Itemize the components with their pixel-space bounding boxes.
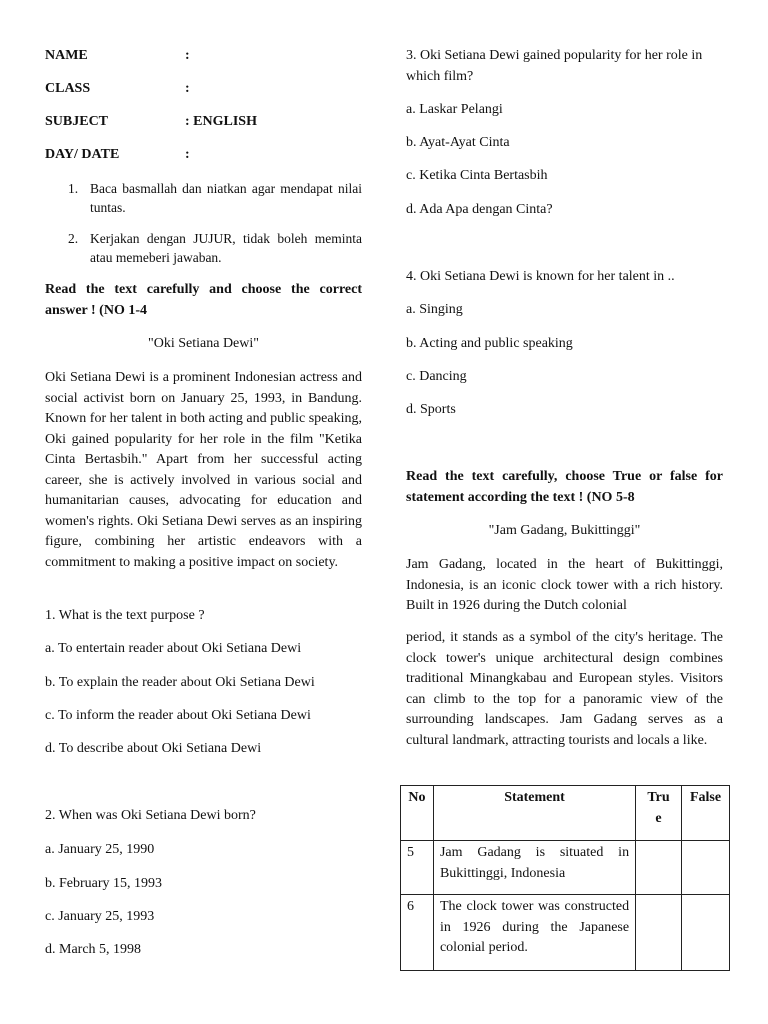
instruction-item (68, 229, 362, 267)
instruction-item (68, 179, 362, 217)
q4-option-c: c. Dancing (406, 369, 467, 384)
q4-option-d: d. Sports (406, 402, 456, 417)
table-row (401, 841, 730, 895)
q2-option-b: b. February 15, 1993 (45, 876, 163, 891)
section1-title: "Oki Setiana Dewi" (148, 336, 259, 351)
row-number: 5 (401, 841, 434, 895)
field-label-class: CLASS (45, 81, 91, 96)
q1-option-b: b. To explain the reader about Oki Setiana Dewi (45, 675, 315, 690)
question-3: 3. Oki Setiana Dewi gained popularity for her role in which film? (406, 48, 703, 84)
table-row (401, 895, 730, 971)
field-label-date: DAY/ DATE (45, 147, 120, 162)
instruction-text: Baca basmallah dan niatkan agar mendapat nilai tuntas. (90, 181, 362, 215)
false-answer-cell[interactable] (682, 841, 730, 895)
instruction-number: 1. (68, 181, 79, 196)
q1-option-a: a. To entertain reader about Oki Setiana Dewi (45, 641, 302, 656)
section1-passage: Oki Setiana Dewi is a prominent Indonesian actress and social activist born on January 25, 1993, in Bandung. Known for her talent in both acting and public speaking, Oki gained popularity for her role in the film "Ketika Cinta Bertasbih." Apart from her successful acting career, she is actively involved in various social and humanitarian causes, advocating for education and women's rights. Oki Setiana Dewi serves as an inspiring figure, combining her artistic endeavors with a commitment to making a positive impact on society. (45, 370, 362, 570)
q3-option-c: c. Ketika Cinta Bertasbih (406, 168, 548, 183)
q2-option-c: c. January 25, 1993 (45, 909, 155, 924)
table-header-row (401, 786, 730, 841)
field-value-class: : (185, 81, 190, 96)
section2-passage-part2: period, it stands as a symbol of the city's heritage. The clock tower's unique architectural design combines traditional Minangkabau and European styles. Visitors can climb to the top for a panoramic view of the surrounding landscapes. Jam Gadang serves as a cultural landmark, attracting tourists and locals a like. (406, 630, 723, 748)
q2-option-a: a. January 25, 1990 (45, 842, 155, 857)
header-false: False (682, 786, 730, 841)
question-2: 2. When was Oki Setiana Dewi born? (45, 808, 256, 823)
row-number: 6 (401, 895, 434, 971)
statement-table (400, 785, 730, 971)
false-answer-cell[interactable] (682, 895, 730, 971)
q4-option-b: b. Acting and public speaking (406, 336, 573, 351)
field-value-subject: : ENGLISH (185, 114, 257, 129)
q4-option-a: a. Singing (406, 302, 463, 317)
row-statement: Jam Gadang is situated in Bukittinggi, Indonesia (433, 841, 635, 895)
q2-option-d: d. March 5, 1998 (45, 942, 142, 957)
field-label-name: NAME (45, 48, 88, 63)
field-value-name: : (185, 48, 190, 63)
field-label-subject: SUBJECT (45, 114, 109, 129)
row-statement: The clock tower was constructed in 1926 during the Japanese colonial period. (433, 895, 635, 971)
q3-option-d: d. Ada Apa dengan Cinta? (406, 202, 553, 217)
header-statement: Statement (433, 786, 635, 841)
q3-option-b: b. Ayat-Ayat Cinta (406, 135, 510, 150)
true-answer-cell[interactable] (636, 841, 682, 895)
question-4: 4. Oki Setiana Dewi is known for her talent in .. (406, 269, 675, 284)
header-true-line1: Tru (647, 790, 670, 805)
header-no: No (401, 786, 434, 841)
q1-option-c: c. To inform the reader about Oki Setiana Dewi (45, 708, 311, 723)
true-answer-cell[interactable] (636, 895, 682, 971)
q3-option-a: a. Laskar Pelangi (406, 102, 503, 117)
question-1: 1. What is the text purpose ? (45, 608, 205, 623)
header-true-line2: e (655, 810, 662, 826)
q1-option-d: d. To describe about Oki Setiana Dewi (45, 741, 262, 756)
instruction-number: 2. (68, 231, 79, 246)
instruction-text: Kerjakan dengan JUJUR, tidak boleh meminta atau memeberi jawaban. (90, 231, 362, 265)
field-value-date: : (185, 147, 190, 162)
header-true (636, 786, 682, 841)
section2-passage-part1: Jam Gadang, located in the heart of Bukittinggi, Indonesia, is an iconic clock tower with a rich history. Built in 1926 during the Dutch colonial (406, 557, 723, 613)
section2-heading: Read the text carefully, choose True or false for statement according the text ! (NO 5-8 (406, 469, 723, 505)
section2-title: "Jam Gadang, Bukittinggi" (488, 523, 641, 538)
section1-heading: Read the text carefully and choose the correct answer ! (NO 1-4 (45, 282, 362, 318)
